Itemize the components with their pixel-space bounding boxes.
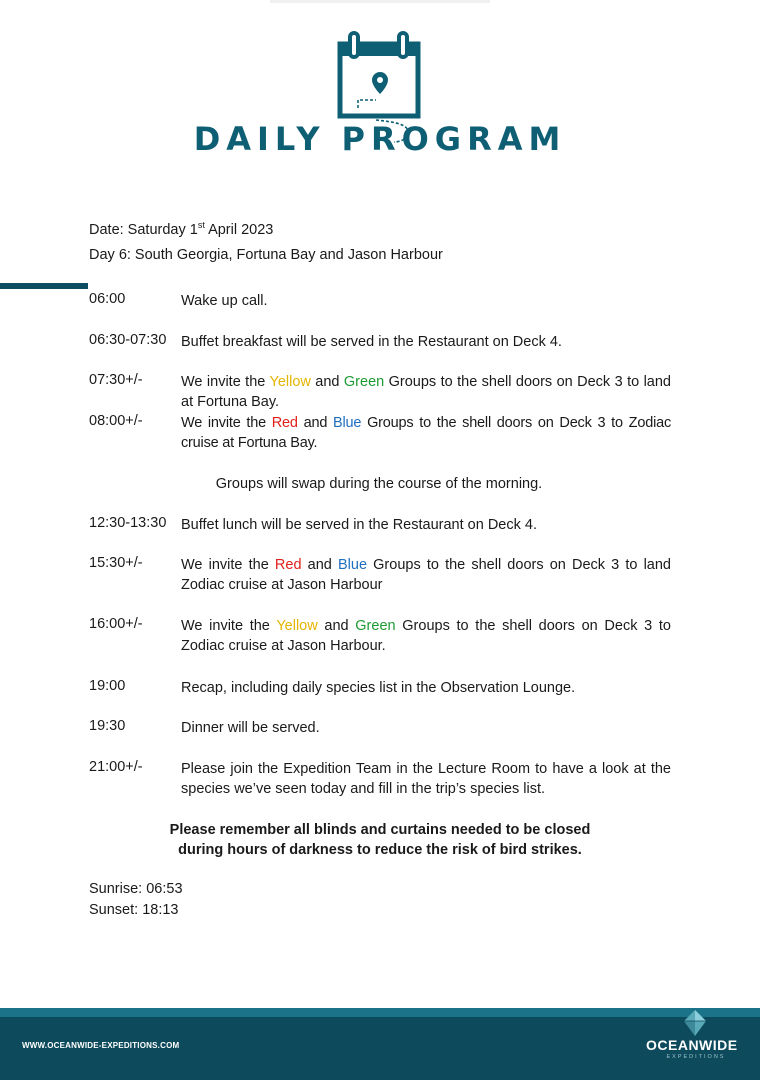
date-line: Date: Saturday 1st April 2023	[89, 220, 274, 238]
schedule-time: 21:00+/-	[89, 759, 143, 775]
schedule-time: 12:30-13:30	[89, 515, 167, 531]
schedule-text: We invite the Yellow and Green Groups to the shell doors on Deck 3 to Zodiac cruise at Jason Harbour.	[181, 618, 672, 654]
swap-note: Groups will swap during the course of the morning.	[215, 476, 543, 492]
schedule-time: 08:00+/-	[89, 413, 143, 429]
notice-line: during hours of darkness to reduce the risk of bird strikes.	[178, 842, 582, 858]
schedule-time: 07:30+/-	[89, 372, 143, 388]
footer-strip	[0, 1008, 760, 1017]
schedule-text: Recap, including daily species list in the Observation Lounge.	[181, 680, 576, 696]
schedule-text: We invite the Yellow and Green Groups to the shell doors on Deck 3 to land at Fortuna Bay.	[181, 374, 671, 410]
top-divider	[270, 0, 490, 3]
notice-line: Please remember all blinds and curtains needed to be closed	[169, 822, 591, 838]
schedule-time: 06:00	[89, 291, 126, 307]
schedule-text: Buffet breakfast will be served in the Restaurant on Deck 4.	[181, 334, 562, 350]
schedule-text: Dinner will be served.	[181, 720, 320, 736]
accent-bar	[0, 283, 88, 289]
schedule-time: 06:30-07:30	[89, 332, 167, 348]
brand-name: OCEANWIDE	[646, 1037, 738, 1053]
diamond-logo-icon	[682, 1009, 708, 1037]
schedule-time: 19:30	[89, 718, 126, 734]
schedule-text: Please join the Expedition Team in the Lecture Room to have a look at the species we’ve seen today and fill in the trip’s species list.	[181, 761, 671, 797]
page-title: DAILY PROGRAM	[193, 120, 567, 158]
schedule-text: We invite the Red and Blue Groups to the shell doors on Deck 3 to Zodiac cruise at Fortuna Bay.	[181, 415, 672, 451]
schedule-text: We invite the Red and Blue Groups to the shell doors on Deck 3 to land Zodiac cruise at Jason Harbour	[181, 557, 671, 593]
sunrise-time: Sunrise: 06:53	[89, 881, 183, 897]
schedule-time: 16:00+/-	[89, 616, 143, 632]
website-link[interactable]: WWW.OCEANWIDE-EXPEDITIONS.COM	[22, 1041, 180, 1050]
schedule-text: Wake up call.	[181, 293, 268, 309]
sunset-time: Sunset: 18:13	[89, 902, 179, 918]
day-line: Day 6: South Georgia, Fortuna Bay and Jason Harbour	[89, 247, 443, 263]
schedule-time: 15:30+/-	[89, 555, 143, 571]
brand-subtitle: EXPEDITIONS	[666, 1054, 726, 1060]
schedule-text: Buffet lunch will be served in the Restaurant on Deck 4.	[181, 517, 537, 533]
schedule-time: 19:00	[89, 678, 126, 694]
